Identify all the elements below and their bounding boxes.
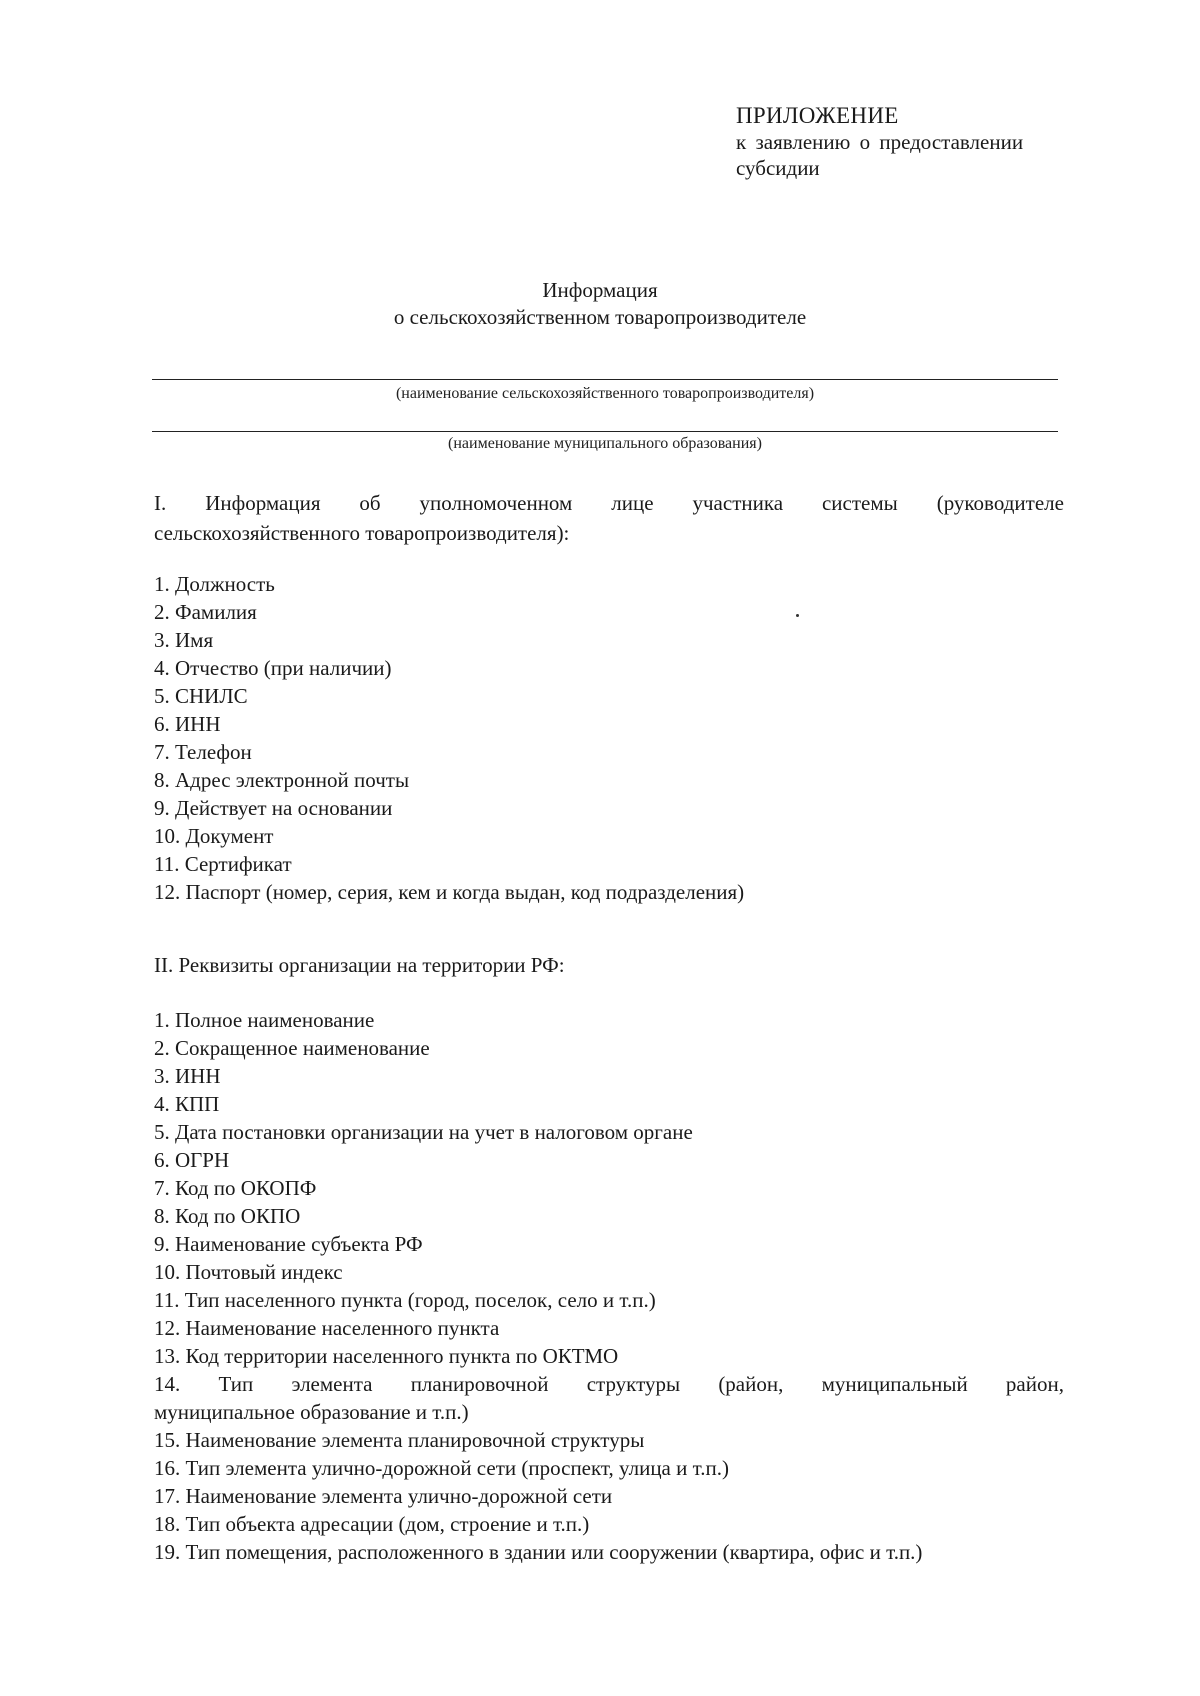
list-item: 9. Действует на основании (154, 796, 393, 820)
municipality-name-field (152, 431, 1058, 432)
list-item: 12. Паспорт (номер, серия, кем и когда выдан, код подразделения) (154, 880, 745, 904)
heading-word: (руководителе (936, 491, 1064, 515)
municipality-name-caption: (наименование муниципального образования) (448, 435, 762, 452)
list-item: 8. Адрес электронной почты (154, 768, 410, 792)
list-item-line-1 (154, 1370, 1064, 1398)
list-item: 18. Тип объекта адресации (дом, строение и т.п.) (154, 1512, 590, 1536)
list-item: 1. Должность (154, 572, 275, 596)
heading-word: I. (154, 491, 167, 515)
list-item: 8. Код по ОКПО (154, 1204, 301, 1228)
heading-word: участника (692, 491, 784, 515)
item-word: район, (1005, 1372, 1064, 1396)
list-item: 6. ОГРН (154, 1148, 230, 1172)
section-1-heading-line-1 (154, 488, 1064, 518)
heading-word: лице (611, 491, 654, 515)
heading-word: Информация (205, 491, 321, 515)
section-1-heading-line-2: сельскохозяйственного товаропроизводителя): (154, 521, 570, 545)
list-item: 3. ИНН (154, 1064, 221, 1088)
item-word: муниципальный (821, 1372, 968, 1396)
list-item-line-2: муниципальное образование и т.п.) (154, 1400, 469, 1424)
section-1-list (154, 570, 1064, 906)
list-item: 13. Код территории населенного пункта по ОКТМО (154, 1344, 619, 1368)
list-item: 7. Телефон (154, 740, 252, 764)
list-item: 10. Почтовый индекс (154, 1260, 343, 1284)
section-2-heading: II. Реквизиты организации на территории РФ: (154, 953, 565, 977)
annex-header (736, 103, 1066, 181)
annex-title: ПРИЛОЖЕНИЕ (736, 103, 899, 128)
list-item: 19. Тип помещения, расположенного в здании или сооружении (квартира, офис и т.п.) (154, 1540, 923, 1564)
scan-speck (796, 614, 799, 617)
list-item: 17. Наименование элемента улично-дорожной сети (154, 1484, 613, 1508)
annex-line-1: к заявлению о предоставлении (736, 130, 1024, 154)
list-item: 1. Полное наименование (154, 1008, 375, 1032)
item-word: (район, (718, 1372, 784, 1396)
list-item: 10. Документ (154, 824, 274, 848)
list-item: 12. Наименование населенного пункта (154, 1316, 500, 1340)
heading-word: системы (821, 491, 898, 515)
list-item: 16. Тип элемента улично-дорожной сети (проспект, улица и т.п.) (154, 1456, 729, 1480)
list-item: 7. Код по ОКОПФ (154, 1176, 317, 1200)
list-item: 5. СНИЛС (154, 684, 248, 708)
annex-line-2: субсидии (736, 156, 820, 180)
list-item: 3. Имя (154, 628, 214, 652)
list-item: 15. Наименование элемента планировочной структуры (154, 1428, 645, 1452)
list-item-wrapped (154, 1370, 1064, 1426)
list-item: 4. КПП (154, 1092, 220, 1116)
list-item: 9. Наименование субъекта РФ (154, 1232, 423, 1256)
document-title: Информация (542, 278, 658, 302)
list-item: 2. Сокращенное наименование (154, 1036, 430, 1060)
list-item: 5. Дата постановки организации на учет в налоговом органе (154, 1120, 693, 1144)
section-1-heading (154, 488, 1064, 548)
list-item: 2. Фамилия (154, 600, 257, 624)
list-item: 11. Тип населенного пункта (город, поселок, село и т.п.) (154, 1288, 656, 1312)
document-subtitle: о сельскохозяйственном товаропроизводителе (393, 305, 807, 329)
item-word: структуры (586, 1372, 681, 1396)
heading-word: уполномоченном (419, 491, 573, 515)
list-item: 6. ИНН (154, 712, 221, 736)
section-2-list (154, 1006, 1064, 1566)
item-word: элемента (291, 1372, 373, 1396)
heading-word: об (359, 491, 381, 515)
producer-name-caption: (наименование сельскохозяйственного товаропроизводителя) (395, 385, 815, 402)
list-item: 11. Сертификат (154, 852, 292, 876)
item-word: 14. (154, 1372, 181, 1396)
item-word: Тип (218, 1372, 254, 1396)
item-word: планировочной (410, 1372, 549, 1396)
producer-name-field (152, 379, 1058, 380)
list-item: 4. Отчество (при наличии) (154, 656, 392, 680)
